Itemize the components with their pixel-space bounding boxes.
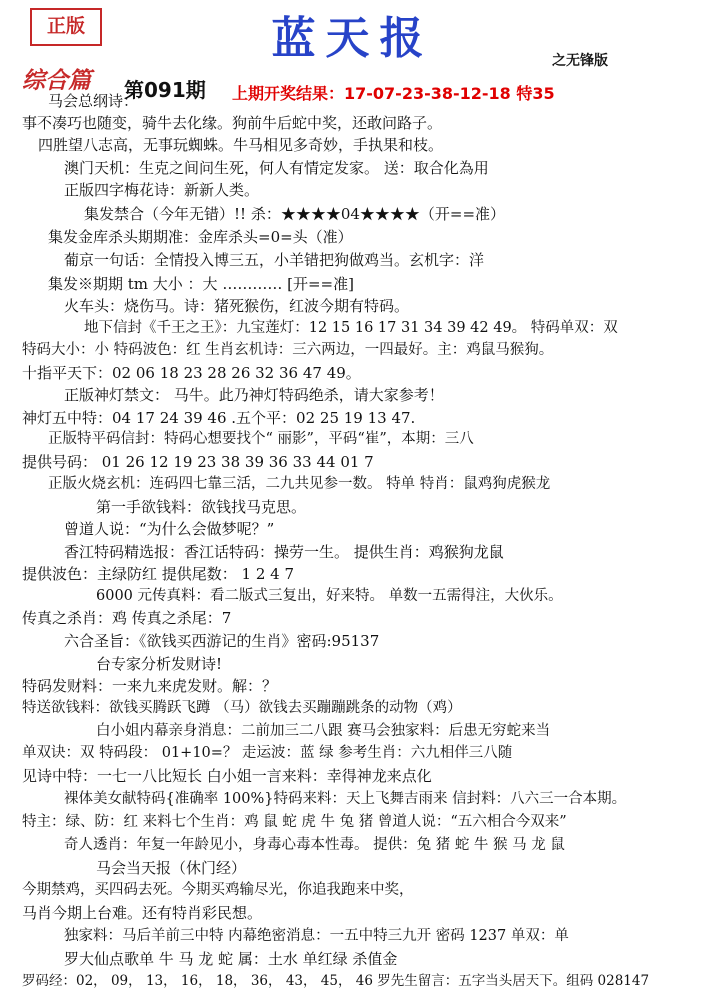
text-line: 正版火烧玄机：连码四七靠三活，二九共见参一数。 特单 特肖：鼠鸡狗虎猴龙 [48, 476, 551, 492]
text-line: 香江特码精选报：香江话特码：操劳一生。 提供生肖：鸡猴狗龙鼠 [64, 543, 504, 561]
text-line: 正版神灯禁文： 马牛。此乃神灯特码绝杀，请大家参考！ [64, 386, 444, 404]
text-line: 正版四字梅花诗：新新人类。 [64, 181, 260, 199]
text-line: 集发禁合（今年无错）!! 杀：★★★★04★★★★（开==准） [84, 205, 506, 223]
text-line: 神灯五中特：04 17 24 39 46 .五个平：02 25 19 13 47. [22, 409, 416, 427]
newspaper-title: 蓝天报 [271, 13, 434, 64]
text-line: 四胜望八志高，无事玩蜘蛛。牛马相见多奇妙，手执果和枝。 [38, 136, 444, 154]
text-line: 特码发财料：一来九来虎发财。解：？ [22, 677, 278, 695]
text-line: 今期禁鸡，买四码去死。今期买鸡输尽光，你追我跑来中奖， [22, 882, 414, 898]
text-line: 十指平天下：02 06 18 23 28 26 32 36 47 49。 [22, 364, 361, 382]
text-line: 见诗中特：一七一八比短长 白小姐一言来料：幸得神龙来点化 [22, 767, 432, 785]
text-line: 提供号码： 01 26 12 19 23 38 39 36 33 44 01 7 [22, 453, 374, 471]
text-line: 特主：绿、防：红 来料七个生肖：鸡 鼠 蛇 虎 牛 兔 猪 曾道人说：“五六相合今双来” [22, 814, 567, 830]
text-line: 单双诀：双 特码段： 01+10=？ 走运波：蓝 绿 参考生肖：六九相伴三八随 [22, 745, 513, 761]
text-line: 罗码经：02， 09， 13， 16， 18， 36， 43， 45， 46 罗先生留言：五字当头居天下。组码 028147 [22, 973, 650, 989]
text-line: 正版特平码信封：特码心想要找个“ 丽影”，平码“崔”，本期：三八 [48, 431, 474, 447]
text-line: 曾道人说：“为什么会做梦呢？” [64, 520, 275, 538]
text-line: 澳门天机：生克之间问生死，何人有情定发家。 送：取合化為用 [64, 159, 489, 177]
text-line: 传真之杀肖：鸡 传真之杀尾：7 [22, 609, 232, 627]
text-line: 特码大小：小 特码波色：红 生肖玄机诗：三六两边，一四最好。主：鸡鼠马猴狗。 [22, 342, 554, 358]
text-line: 马会总纲诗： [48, 92, 139, 110]
genuine-stamp: 正版 [30, 8, 102, 46]
text-line: 奇人透肖：年复一年龄见小，身毒心毒本性毒。 提供：兔 猪 蛇 牛 猴 马 龙 鼠 [64, 837, 565, 853]
text-line: 特送欲钱料：欲钱买腾跃飞蹲 （马）欲钱去买蹦蹦跳条的动物（鸡） [22, 700, 462, 716]
last-draw-result: 上期开奖结果：17-07-23-38-12-18 特35 [232, 84, 555, 103]
text-line: 台专家分析发财诗! [96, 655, 223, 673]
section-label: 综合篇 [22, 68, 91, 94]
text-line: 马会当天报（休门经） [96, 859, 247, 877]
text-line: 事不凑巧也随变，骑牛去化缘。狗前牛后蛇中奖，还敢问路子。 [22, 114, 443, 132]
text-line: 马肖今期上台难。还有特肖彩民想。 [22, 904, 263, 922]
text-line: 独家料：马后羊前三中特 内幕绝密消息：一五中特三九开 密码 1237 单双：单 [64, 928, 569, 944]
text-line: 六合圣旨：《欲钱买西游记的生肖》密码:95137 [64, 632, 380, 650]
text-line: 集发※期期 tm 大小 ：大 ………… [开==准] [48, 275, 354, 293]
text-line: 火车头：烧伤马。诗：猪死猴伤，红波今期有特码。 [64, 297, 410, 315]
text-line: 集发金库杀头期期准：金库杀头=0=头（准） [48, 228, 353, 246]
issue-number: 第091期 [124, 78, 206, 102]
text-line: 裸体美女献特码{准确率 100%}特码来料：天上飞舞吉雨来 信封料：八六三一合本期。 [64, 791, 627, 807]
text-line: 第一手欲钱料：欲钱找马克思。 [96, 498, 307, 516]
text-line: 地下信封《千王之王》：九宝莲灯：12 15 16 17 31 34 39 42 49。 特码单双：双 [84, 320, 618, 336]
text-line: 罗大仙点歌单 牛 马 龙 蛇 属：土水 单红绿 杀值金 [64, 950, 398, 968]
text-line: 葡京一句话：全情投入博三五，小羊错把狗做鸡当。玄机字：洋 [64, 251, 485, 269]
text-line: 6000 元传真料：看二版式三复出，好来特。 单数一五需得注，大伙乐。 [96, 588, 563, 604]
text-line: 白小姐内幕亲身消息：二前加三二八跟 赛马会独家料：后患无穷蛇来当 [96, 723, 551, 739]
edition-label: 之无锋版 [552, 53, 608, 69]
text-line: 提供波色：主绿防红 提供尾数： 1 2 4 7 [22, 565, 295, 583]
